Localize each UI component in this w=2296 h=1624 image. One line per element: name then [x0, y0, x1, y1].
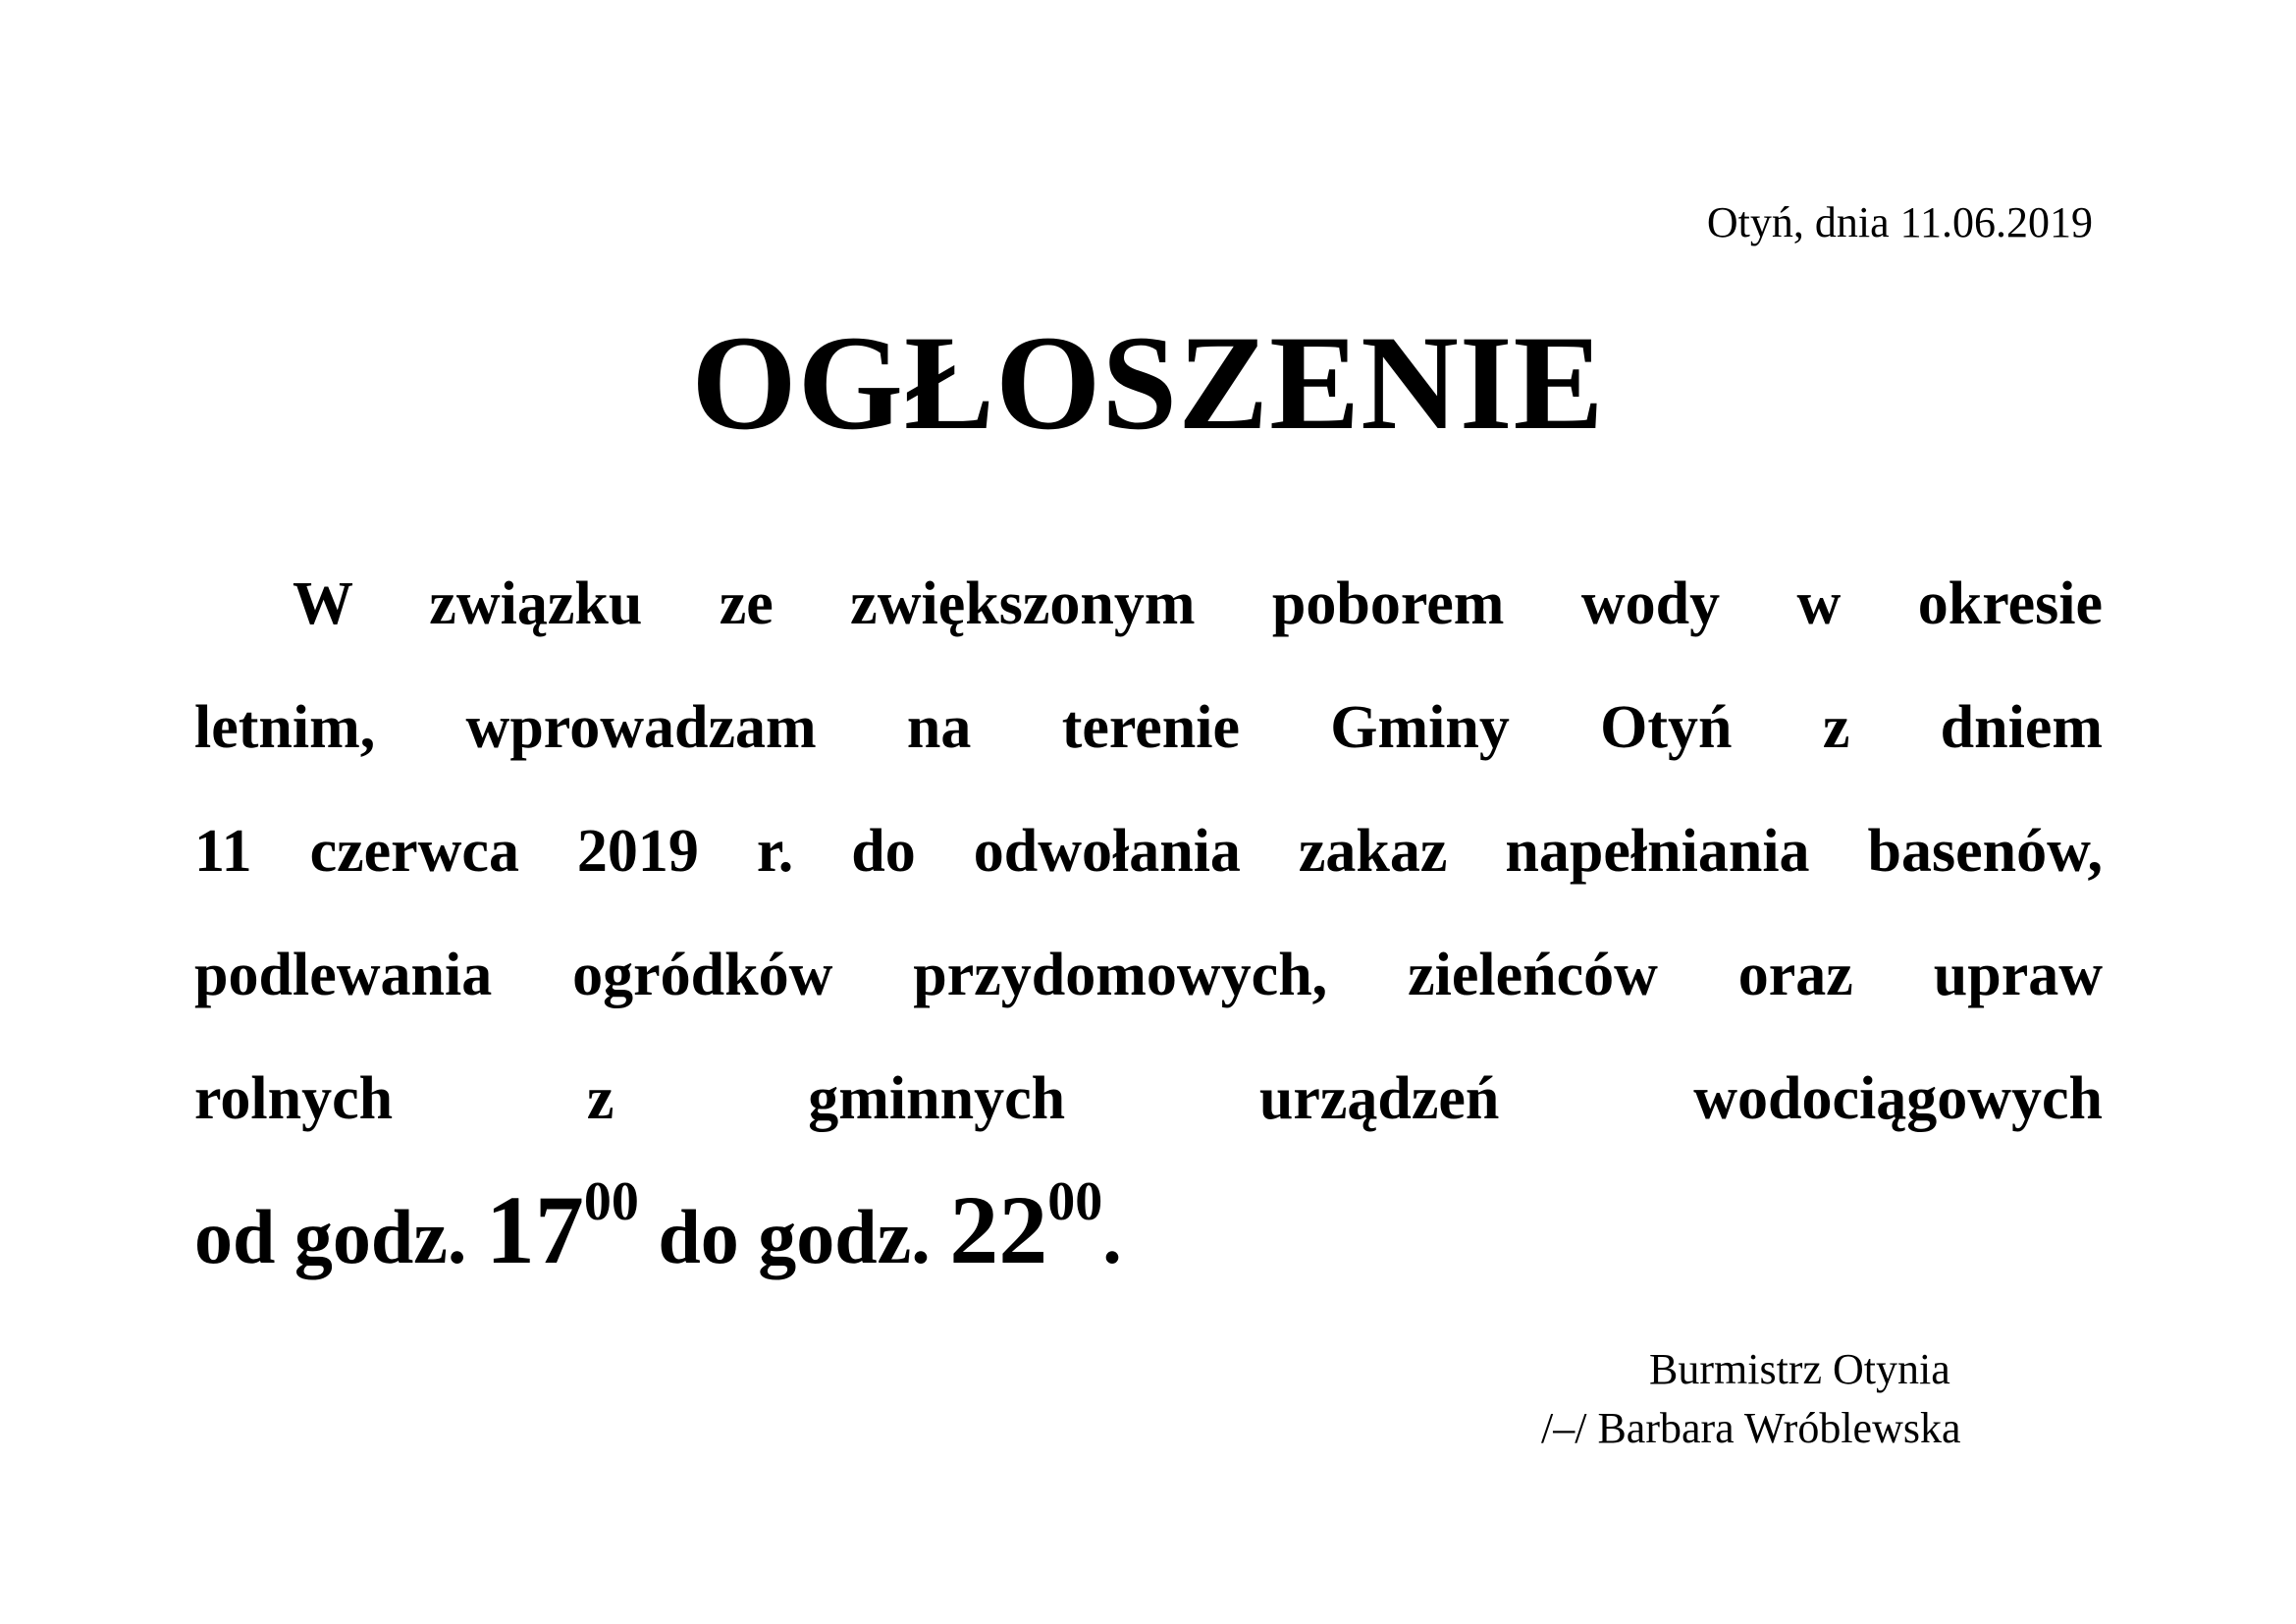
hours-line: [194, 1171, 2103, 1310]
signature-block: [1541, 1340, 2130, 1458]
hours-suffix: .: [1102, 1194, 1122, 1279]
hours-middle: do godz.: [658, 1194, 931, 1279]
hours-prefix: od godz.: [194, 1194, 467, 1279]
body-line-3: 11 czerwca 2019 r. do odwołania zakaz napełniania basenów,: [194, 818, 2103, 885]
to-hour: 22: [949, 1175, 1048, 1284]
body-line-5: rolnych z gminnych urządzeń wodociągowych: [194, 1065, 2103, 1132]
to-minutes: 00: [1047, 1171, 1103, 1232]
signature-name: /–/ Barbara Wróblewska: [1541, 1404, 1961, 1452]
from-minutes: 00: [583, 1171, 639, 1232]
document-title: OGŁOSZENIE: [691, 307, 1605, 458]
body-line-1: W związku ze zwiększonym poborem wody w okresie: [293, 570, 2103, 637]
from-hour: 17: [485, 1175, 584, 1284]
body-line-2: letnim, wprowadzam na terenie Gminy Otyń z dniem: [194, 694, 2103, 761]
announcement-body: [194, 560, 2103, 1310]
body-line-4: podlewania ogródków przydomowych, zieleńców oraz upraw: [194, 942, 2103, 1008]
document-date: Otyń, dnia 11.06.2019: [1706, 198, 2093, 246]
signature-role: Burmistrz Otynia: [1649, 1345, 1950, 1393]
